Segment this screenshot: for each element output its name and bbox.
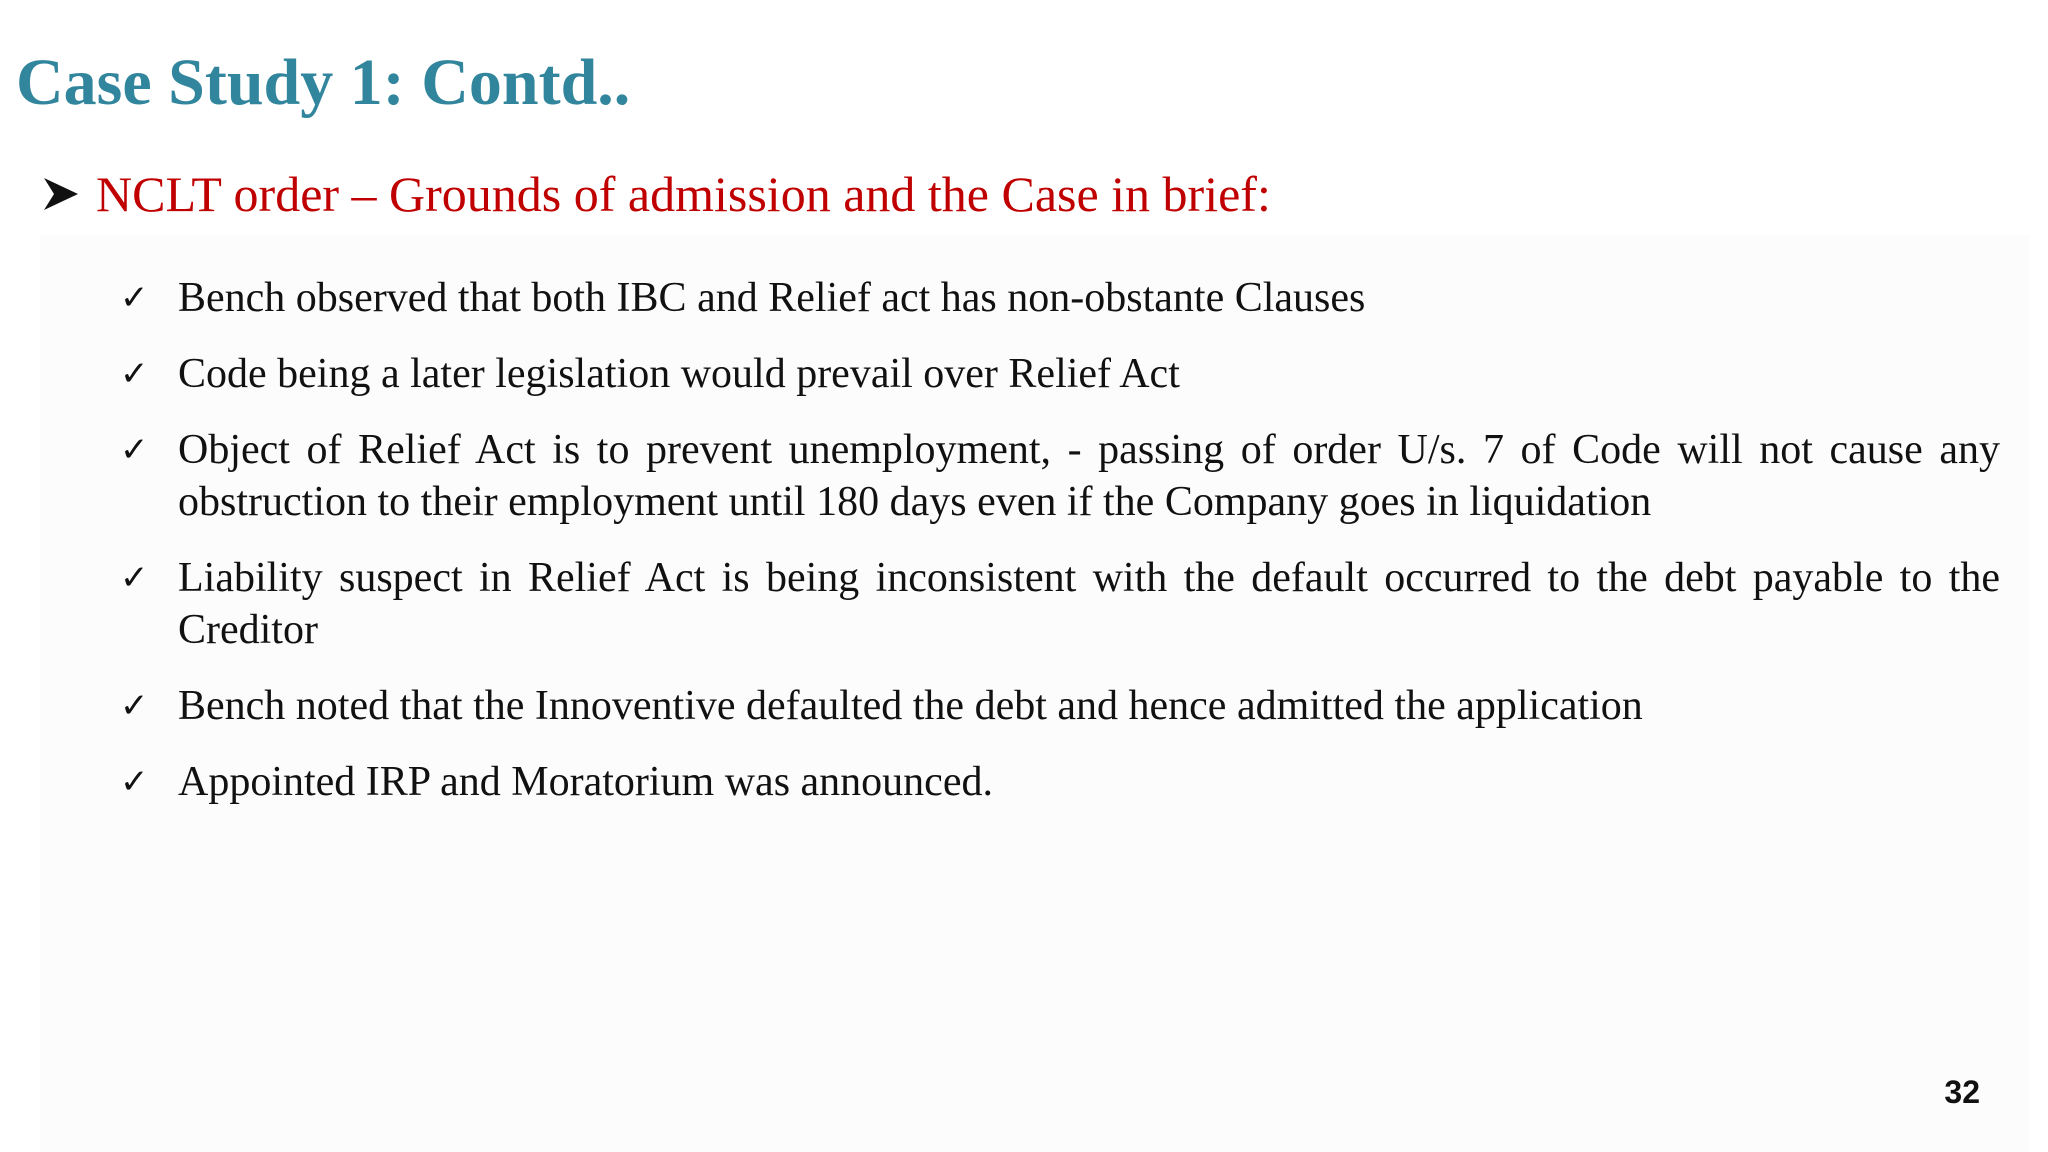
point-text: Code being a later legislation would prevail over Relief Act [178, 351, 1180, 397]
point-text: Bench observed that both IBC and Relief act has non-obstante Clauses [178, 275, 1366, 321]
list-item [120, 552, 2000, 656]
list-item [120, 680, 2000, 732]
check-mark-icon: ✓ [120, 278, 149, 318]
point-text: Object of Relief Act is to prevent unemployment, - passing of order U/s. 7 of Code will not cause any obstruction to their employment until 180 days even if the Company goes in liquidation [178, 427, 2000, 525]
point-text: Appointed IRP and Moratorium was announced. [178, 759, 993, 805]
list-item [120, 756, 2000, 808]
check-mark-icon: ✓ [120, 430, 149, 470]
list-item [120, 272, 2000, 324]
point-text: Liability suspect in Relief Act is being inconsistent with the default occurred to the debt payable to the Creditor [178, 555, 2000, 653]
list-item [120, 424, 2000, 528]
arrow-bullet-icon [42, 176, 80, 212]
check-mark-icon: ✓ [120, 354, 149, 394]
page-number: 32 [1944, 1074, 1980, 1110]
check-mark-icon: ✓ [120, 558, 149, 598]
point-text: Bench noted that the Innoventive defaulted the debt and hence admitted the application [178, 683, 1643, 729]
list-item [120, 348, 2000, 400]
points-list [120, 272, 2000, 832]
subheading [42, 158, 1271, 230]
slide-title: Case Study 1: Contd.. [16, 46, 631, 119]
subheading-text: NCLT order – Grounds of admission and the Case in brief: [96, 166, 1271, 222]
check-mark-icon: ✓ [120, 686, 149, 726]
check-mark-icon: ✓ [120, 762, 149, 802]
